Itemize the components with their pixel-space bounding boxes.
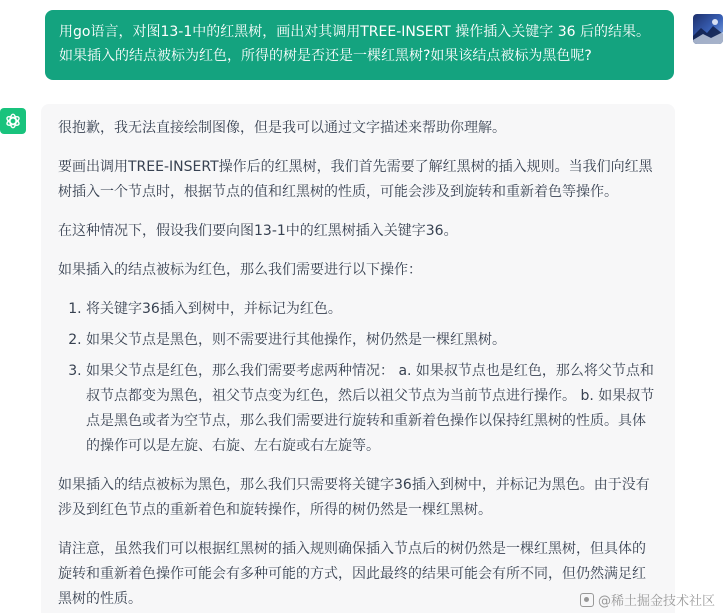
list-item: 2. 如果父节点是黑色，则不需要进行其他操作，树仍然是一棵红黑树。 xyxy=(86,328,657,353)
user-message xyxy=(45,10,674,80)
assistant-paragraph: 要画出调用TREE-INSERT操作后的红黑树，我们首先需要了解红黑树的插入规则。当我们向红黑树插入一个节点时，根据节点的值和红黑树的性质，可能会涉及到旋转和重新着色等操作。 xyxy=(58,159,653,200)
user-avatar-icon[interactable] xyxy=(693,14,723,44)
list-item: 3. 如果父节点是红色，那么我们需要考虑两种情况： a. 如果叔节点也是红色，那么将父节点和叔节点都变为黑色，祖父节点变为红色，然后以祖父节点为当前节点进行操作。 b. 如果叔节点是黑色或者为空节点，那么我们需要进行旋转和重新着色操作以保持红黑树的性质。具体的操作可以是左旋、右旋、左右旋或右左旋等。 xyxy=(86,359,657,459)
list-item: 1. 将关键字36插入到树中，并标记为红色。 xyxy=(86,297,657,322)
assistant-paragraph: 请注意，虽然我们可以根据红黑树的插入规则确保插入节点后的树仍然是一棵红黑树，但具体的旋转和重新着色操作可能会有多种可能的方式，因此最终的结果可能会有所不同，但仍然满足红黑树的性质。 xyxy=(58,541,646,607)
assistant-paragraph: 在这种情况下，假设我们要向图13-1中的红黑树插入关键字36。 xyxy=(58,223,458,239)
user-message-text: 用go语言，对图13-1中的红黑树，画出对其调用TREE-INSERT 操作插入关键字 36 后的结果。如果插入的结点被标为红色，所得的树是否还是一棵红黑树?如果该结点被标为黑色呢? xyxy=(59,24,651,64)
assistant-paragraph: 如果插入的结点被标为黑色，那么我们只需要将关键字36插入到树中，并标记为黑色。由于没有涉及到红色节点的重新着色和旋转操作，所得的树仍然是一棵红黑树。 xyxy=(58,477,650,518)
watermark-text: @稀土掘金技术社区 xyxy=(597,594,715,609)
assistant-paragraph: 很抱歉，我无法直接绘制图像，但是我可以通过文字描述来帮助你理解。 xyxy=(58,120,506,136)
watermark-logo-icon xyxy=(580,593,594,607)
watermark xyxy=(580,590,715,609)
assistant-paragraph: 如果插入的结点被标为红色，那么我们需要进行以下操作： xyxy=(58,262,422,278)
assistant-message xyxy=(41,104,675,613)
openai-logo-icon xyxy=(0,108,26,134)
assistant-ordered-list xyxy=(58,297,657,459)
